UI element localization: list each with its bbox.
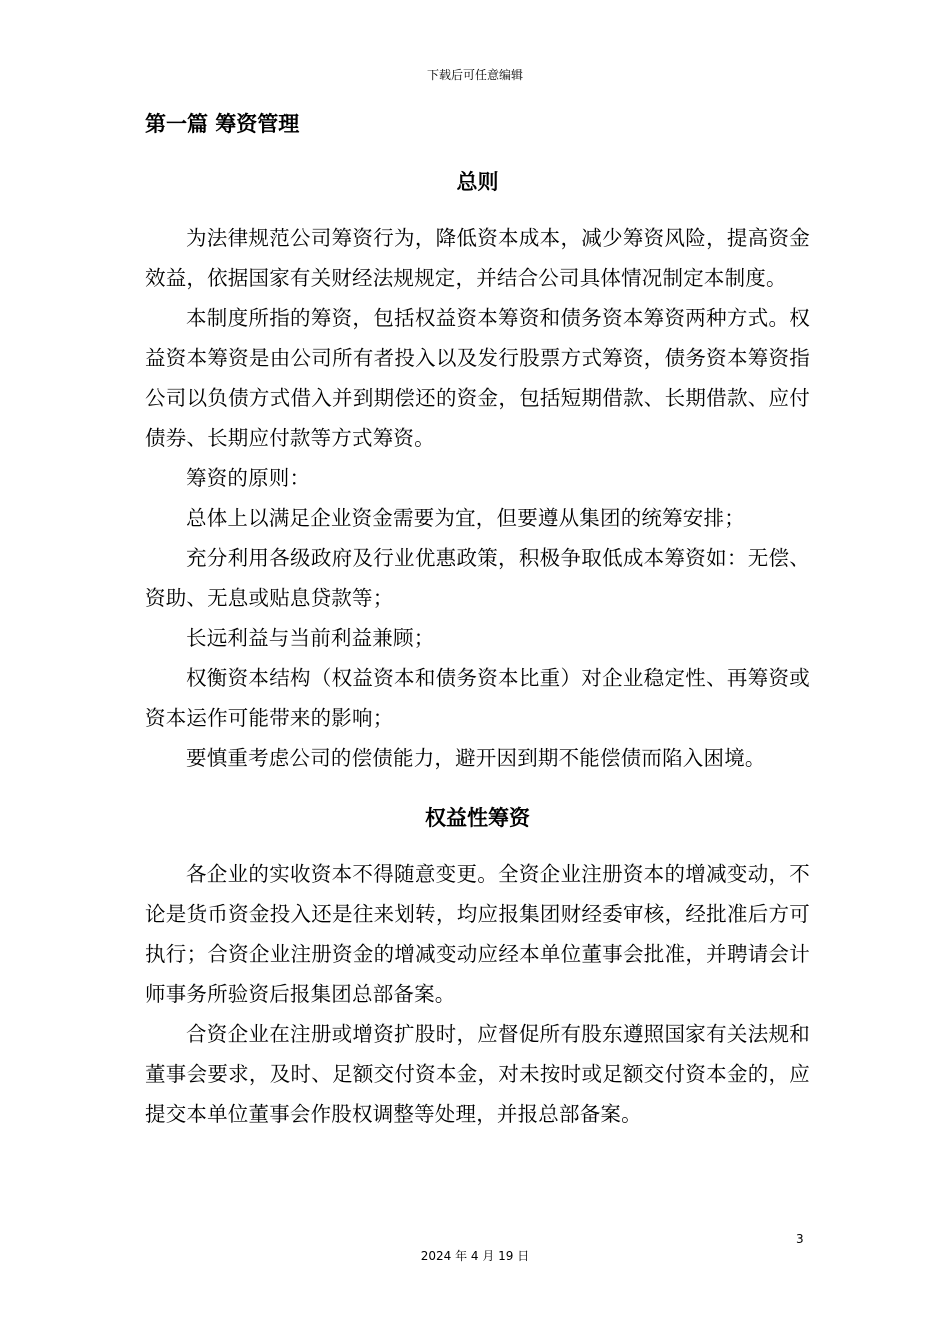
paragraph: 各企业的实收资本不得随意变更。全资企业注册资本的增减变动，不论是货币资金投入还是往来划转，均应报集团财经委审核，经批准后方可执行；合资企业注册资金的增减变动应经本单位董事会批准，并聘请会计师事务所验资后报集团总部备案。 xyxy=(145,862,810,1006)
paragraph: 为法律规范公司筹资行为，降低资本成本，减少筹资风险，提高资金效益，依据国家有关财经法规规定，并结合公司具体情况制定本制度。 xyxy=(145,226,810,290)
paragraph: 总体上以满足企业资金需要为宜，但要遵从集团的统筹安排； xyxy=(186,506,745,530)
paragraph: 筹资的原则： xyxy=(186,466,311,490)
section-title-general: 总则 xyxy=(456,170,499,194)
paragraph: 要慎重考虑公司的偿债能力，避开因到期不能偿债而陷入困境。 xyxy=(186,746,766,770)
page-footer-date: 2024 年 4 月 19 日 xyxy=(420,1249,530,1263)
paragraph: 权衡资本结构（权益资本和债务资本比重）对企业稳定性、再筹资或资本运作可能带来的影响； xyxy=(145,666,810,730)
part-title: 第一篇 筹资管理 xyxy=(145,112,300,136)
page-header: 下载后可任意编辑 xyxy=(426,68,523,82)
document-body xyxy=(145,106,810,1134)
paragraph: 合资企业在注册或增资扩股时，应督促所有股东遵照国家有关法规和董事会要求，及时、足额交付资本金，对未按时或足额交付资本金的，应提交本单位董事会作股权调整等处理，并报总部备案。 xyxy=(145,1022,810,1126)
section-title-equity-financing: 权益性筹资 xyxy=(425,806,530,830)
paragraph: 长远利益与当前利益兼顾； xyxy=(186,626,435,650)
paragraph: 本制度所指的筹资，包括权益资本筹资和债务资本筹资两种方式。权益资本筹资是由公司所有者投入以及发行股票方式筹资，债务资本筹资指公司以负债方式借入并到期偿还的资金，包括短期借款、长期借款、应付债券、长期应付款等方式筹资。 xyxy=(145,306,810,450)
paragraph: 充分利用各级政府及行业优惠政策，积极争取低成本筹资如：无偿、资助、无息或贴息贷款等； xyxy=(145,546,810,610)
page-number: 3 xyxy=(796,1232,804,1246)
